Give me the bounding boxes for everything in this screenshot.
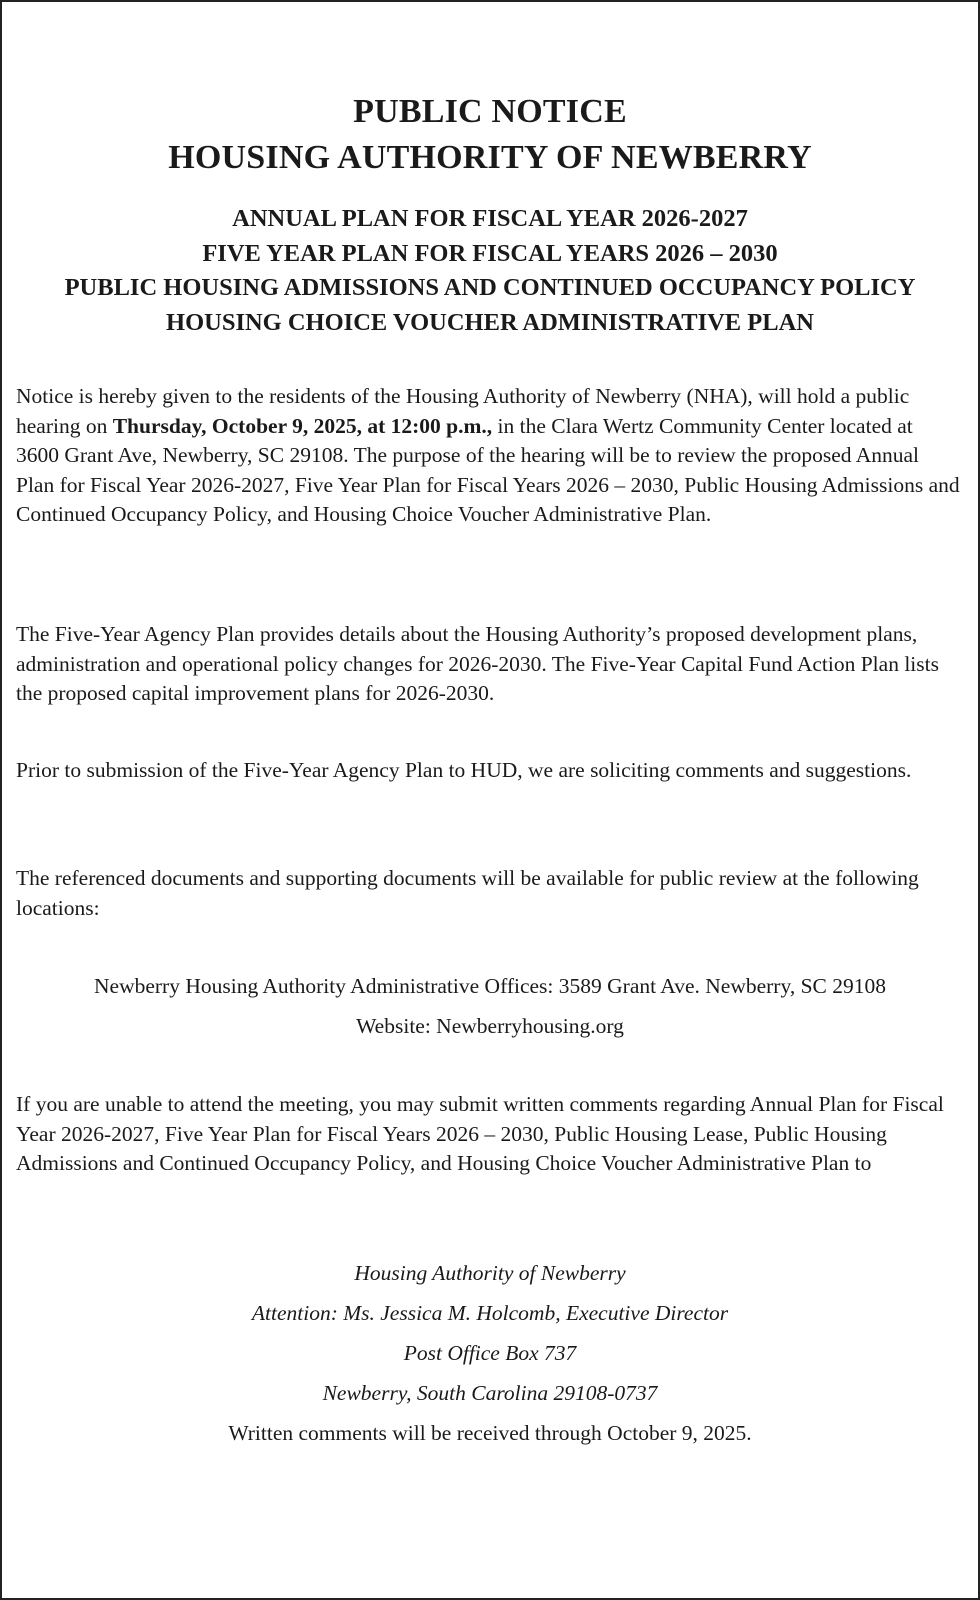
hearing-intro: Notice is hereby given to the residents of the Housing Authority of Newberry (NHA), will hold a public hearing on	[16, 384, 910, 438]
five-year-paragraph: The Five-Year Agency Plan provides details about the Housing Authority’s proposed development plans, administration and operational policy changes for 2026-2030. The Five-Year Capital Fund Action Plan lists the proposed capital improvement plans for 2026-2030.	[16, 622, 939, 705]
title-housing-authority: HOUSING AUTHORITY OF NEWBERRY	[168, 139, 812, 176]
plan-subtitles	[2, 202, 978, 340]
subtitle-annual-plan: ANNUAL PLAN FOR FISCAL YEAR 2026-2027	[232, 205, 748, 232]
review-locations	[2, 966, 978, 1046]
address-city: Newberry, South Carolina 29108-0737	[322, 1381, 658, 1405]
prior-submission-paragraph: Prior to submission of the Five-Year Agency Plan to HUD, we are soliciting comments and suggestions.	[16, 758, 912, 782]
hearing-paragraph	[16, 382, 960, 530]
address-attention: Attention: Ms. Jessica M. Holcomb, Executive Director	[251, 1301, 729, 1325]
subtitle-admissions-policy: PUBLIC HOUSING ADMISSIONS AND CONTINUED OCCUPANCY POLICY	[64, 274, 916, 301]
location-office: Newberry Housing Authority Administrative Offices: 3589 Grant Ave. Newberry, SC 29108	[94, 974, 886, 998]
subtitle-five-year-plan: FIVE YEAR PLAN FOR FISCAL YEARS 2026 – 2030	[202, 239, 778, 267]
hearing-details: in the Clara Wertz Community Center located at 3600 Grant Ave, Newberry, SC 29108. The purpose of the hearing will be to review the proposed Annual Plan for Fiscal Year 2026-2027, Five Year Plan for Fiscal Years 2026 – 2030, Public Housing Admissions and Continued Occupancy Policy, and Housing Choice Voucher Administrative Plan.	[16, 413, 960, 526]
address-po-box: Post Office Box 737	[403, 1341, 577, 1365]
notice-title	[2, 89, 978, 181]
location-website: Website: Newberryhousing.org	[356, 1014, 624, 1038]
address-organization: Housing Authority of Newberry	[354, 1261, 626, 1285]
written-comments-paragraph: If you are unable to attend the meeting, you may submit written comments regarding Annual Plan for Fiscal Year 2026-2027, Five Year Plan for Fiscal Years 2026 – 2030, Public Housing Lease, Public Housing Admissions and Continued Occupancy Policy, and Housing Choice Voucher Administrative Plan to	[16, 1092, 944, 1175]
documents-paragraph: The referenced documents and supporting documents will be available for public review at the following locations:	[16, 866, 919, 920]
comments-deadline: Written comments will be received through October 9, 2025.	[228, 1421, 752, 1445]
subtitle-voucher-plan: HOUSING CHOICE VOUCHER ADMINISTRATIVE PLAN	[166, 308, 814, 336]
hearing-datetime: Thursday, October 9, 2025, at 12:00 p.m.,	[112, 413, 493, 438]
mailing-address	[2, 1253, 978, 1413]
title-public-notice: PUBLIC NOTICE	[353, 93, 627, 130]
